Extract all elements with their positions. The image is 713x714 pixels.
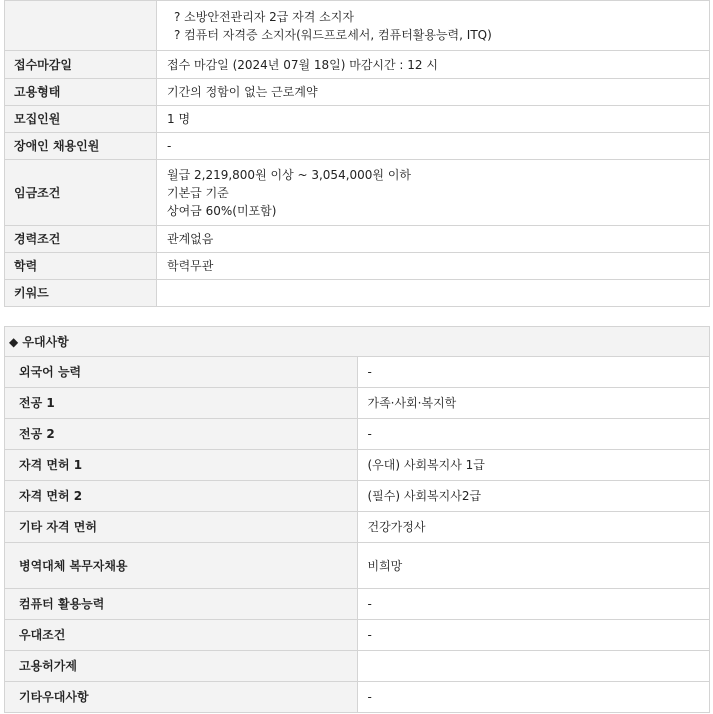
- employment-type-row: [5, 79, 710, 106]
- deadline-value: 접수 마감일 (2024년 07월 18일) 마감시간 : 12 시: [157, 51, 710, 79]
- license-value-cell: [157, 1, 710, 51]
- employment-permit-value: [357, 651, 710, 682]
- keyword-row: [5, 280, 710, 307]
- major-1-value: 가족·사회·복지학: [357, 388, 710, 419]
- pref-row: [5, 357, 710, 388]
- pref-row: [5, 651, 710, 682]
- military-alt-service-value: 비희망: [357, 543, 710, 589]
- pref-row: [5, 620, 710, 651]
- wage-value: [157, 160, 710, 226]
- license-line-2: ? 컴퓨터 자격증 소지자(워드프로세서, 컴퓨터활용능력, ITQ): [174, 27, 492, 42]
- pref-row: [5, 481, 710, 512]
- license-2-label: 자격 면허 2: [5, 481, 358, 512]
- pref-row: [5, 543, 710, 589]
- preferential-condition-value: -: [357, 620, 710, 651]
- military-alt-service-label: 병역대체 복무자채용: [5, 543, 358, 589]
- preferences-table: [4, 326, 710, 713]
- wage-line-3: 상여금 60%(미포함): [167, 203, 277, 218]
- pref-row: [5, 682, 710, 713]
- pref-row: [5, 419, 710, 450]
- other-preferences-label: 기타우대사항: [5, 682, 358, 713]
- experience-row: [5, 226, 710, 253]
- job-conditions-table: [4, 0, 710, 307]
- preferences-section-title: ◆ 우대사항: [5, 327, 710, 357]
- employment-type-value: 기간의 정함이 없는 근로계약: [157, 79, 710, 106]
- license-row: [5, 1, 710, 51]
- other-license-value: 건강가정사: [357, 512, 710, 543]
- keyword-label: 키워드: [5, 280, 157, 307]
- wage-line-1: 월급 2,219,800원 이상 ~ 3,054,000원 이하: [167, 167, 412, 182]
- employment-permit-label: 고용허가제: [5, 651, 358, 682]
- license-1-label: 자격 면허 1: [5, 450, 358, 481]
- computer-skill-label: 컴퓨터 활용능력: [5, 589, 358, 620]
- disabled-hiring-value: -: [157, 133, 710, 160]
- foreign-language-value: -: [357, 357, 710, 388]
- wage-line-2: 기본급 기준: [167, 185, 229, 200]
- wage-row: [5, 160, 710, 226]
- wage-label: 임금조건: [5, 160, 157, 226]
- license-1-value: (우대) 사회복지사 1급: [357, 450, 710, 481]
- deadline-label: 접수마감일: [5, 51, 157, 79]
- disabled-hiring-label: 장애인 채용인원: [5, 133, 157, 160]
- license-line-1: ? 소방안전관리자 2급 자격 소지자: [174, 9, 354, 24]
- foreign-language-label: 외국어 능력: [5, 357, 358, 388]
- major-1-label: 전공 1: [5, 388, 358, 419]
- other-license-label: 기타 자격 면허: [5, 512, 358, 543]
- experience-label: 경력조건: [5, 226, 157, 253]
- education-row: [5, 253, 710, 280]
- preferential-condition-label: 우대조건: [5, 620, 358, 651]
- pref-row: [5, 589, 710, 620]
- pref-row: [5, 388, 710, 419]
- pref-row: [5, 450, 710, 481]
- major-2-label: 전공 2: [5, 419, 358, 450]
- deadline-row: [5, 51, 710, 79]
- license-label-cell: [5, 1, 157, 51]
- keyword-value: [157, 280, 710, 307]
- experience-value: 관계없음: [157, 226, 710, 253]
- headcount-value: 1 명: [157, 106, 710, 133]
- computer-skill-value: -: [357, 589, 710, 620]
- headcount-row: [5, 106, 710, 133]
- major-2-value: -: [357, 419, 710, 450]
- other-preferences-value: -: [357, 682, 710, 713]
- pref-row: [5, 512, 710, 543]
- headcount-label: 모집인원: [5, 106, 157, 133]
- education-label: 학력: [5, 253, 157, 280]
- education-value: 학력무관: [157, 253, 710, 280]
- preferences-section-header: [5, 327, 710, 357]
- license-2-value: (필수) 사회복지사2급: [357, 481, 710, 512]
- employment-type-label: 고용형태: [5, 79, 157, 106]
- disabled-hiring-row: [5, 133, 710, 160]
